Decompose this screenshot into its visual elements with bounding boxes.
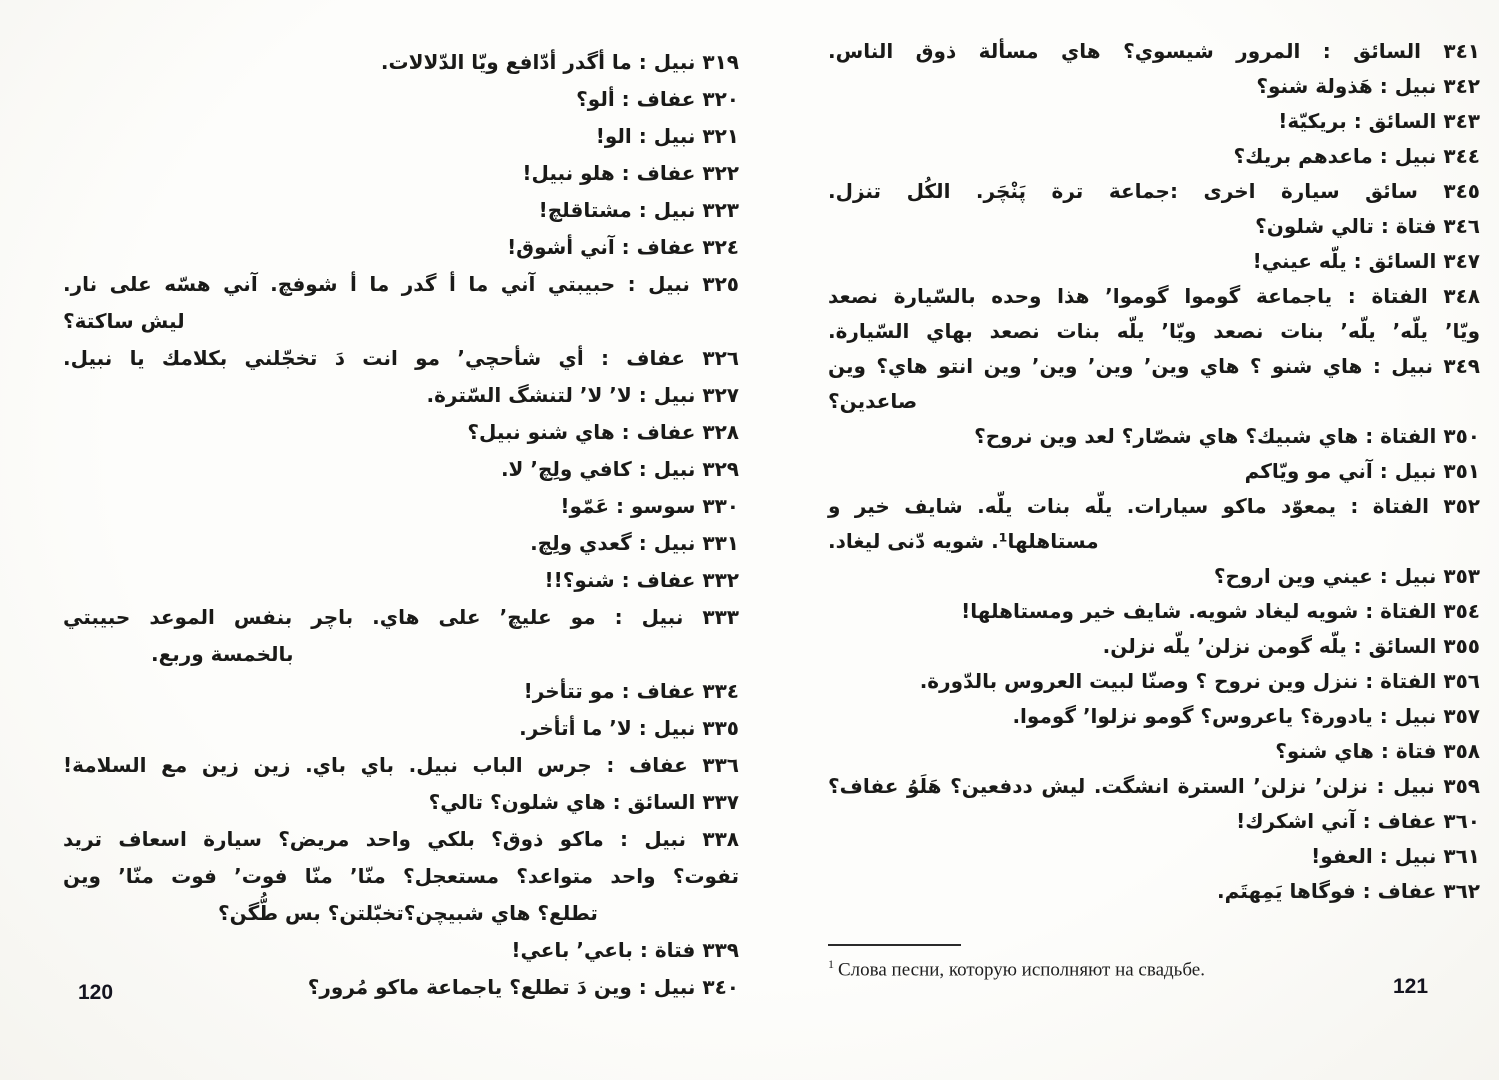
dialogue-entry — [63, 192, 739, 229]
dialogue-line: ٣٣٦ عفاف : جرس الباب نبيل. باي باي. زين زين مع السلامة! — [63, 753, 739, 777]
dialogue-line: ٣٣٣ نبيل : مو عليچ’ على هاي. باچر بنفس الموعد حبيبتي — [63, 605, 739, 629]
dialogue-entry — [63, 710, 739, 747]
dialogue-line: ٣١٩ نبيل : ما أگدر أدّافع ويّا الدّلالات. — [380, 50, 739, 74]
dialogue-entry — [63, 81, 739, 118]
dialogue-entry — [828, 209, 1480, 244]
dialogue-entry — [63, 340, 739, 377]
dialogue-line: ٣٦٢ عفاف : فوگاها يَمِهتَم. — [1217, 879, 1480, 903]
dialogue-entry — [828, 874, 1480, 909]
dialogue-entry — [828, 559, 1480, 594]
dialogue-line: ٣٢٦ عفاف : أي شأحچي’ مو انت دَ تخجّلني بكلامك يا نبيل. — [63, 346, 739, 370]
dialogue-entry — [63, 229, 739, 266]
dialogue-line: ٣٣٥ نبيل : لا’ ما أتأخر. — [519, 716, 739, 740]
dialogue-line: صاعدين؟ — [828, 389, 918, 413]
dialogue-line: تطلع؟ هاي شبيچن؟تخبّلتن؟ بس طُّگن؟ — [218, 901, 598, 925]
dialogue-line: ٣٥٣ نبيل : عيني وين اروح؟ — [1213, 564, 1480, 588]
dialogue-line: ٣٤٧ السائق : يلّه عيني! — [1252, 249, 1480, 273]
dialogue-line: ٣٥٦ الفتاة : ننزل وين نروح ؟ وصنّا لبيت العروس بالدّورة. — [919, 669, 1480, 693]
dialogue-entry — [63, 784, 739, 821]
dialogue-entry — [63, 562, 739, 599]
dialogue-line: ٣٣٢ عفاف : شنو؟!! — [544, 568, 739, 592]
dialogue-entry — [63, 155, 739, 192]
dialogue-line: ٣٤٨ الفتاة : ياجماعة گوموا گوموا’ هذا وحده بالسّيارة نصعد — [828, 284, 1480, 308]
dialogue-line: ٣٥٤ الفتاة : شويه ليغاد شويه. شايف خير ومستاهلها! — [961, 599, 1480, 623]
dialogue-entry — [828, 629, 1480, 664]
dialogue-line: ٣٤٣ السائق : بريكيّة! — [1278, 109, 1480, 133]
dialogue-entry — [63, 377, 739, 414]
dialogue-line: ٣٤٦ فتاة : تالي شلون؟ — [1255, 214, 1480, 238]
dialogue-line: ٣٤٩ نبيل : هاي شنو ؟ هاي وين’ وين’ وين’ وين انتو هاي؟ وين — [828, 354, 1480, 378]
footnote — [828, 952, 1448, 982]
dialogue-line: بالخمسة وربع. — [151, 642, 294, 666]
dialogue-entry — [828, 104, 1480, 139]
dialogue-entry — [63, 932, 739, 969]
dialogue-entry — [63, 673, 739, 710]
footnote-divider — [828, 944, 961, 946]
dialogue-line: ٣٤٤ نبيل : ماعدهم بريك؟ — [1233, 144, 1480, 168]
dialogue-line: ٣٦٠ عفاف : آني اشكرك! — [1236, 809, 1480, 833]
dialogue-entry — [828, 244, 1480, 279]
dialogue-line: ٣٣٤ عفاف : مو تتأخر! — [523, 679, 739, 703]
left-page-text-column — [63, 44, 739, 1006]
dialogue-line: ٣٣١ نبيل : گعدي ولِچ. — [530, 531, 739, 555]
dialogue-entry — [828, 279, 1480, 349]
dialogue-line: ٣٥١ نبيل : آني مو ويّاكم — [1244, 459, 1480, 483]
dialogue-entry — [828, 804, 1480, 839]
dialogue-entry — [63, 488, 739, 525]
dialogue-line: ٣٤٠ نبيل : وين دَ تطلع؟ ياجماعة ماكو مُرور؟ — [307, 975, 739, 999]
dialogue-entry — [63, 118, 739, 155]
dialogue-entry — [828, 699, 1480, 734]
dialogue-entry — [63, 525, 739, 562]
dialogue-line: ٣٤١ السائق : المرور شيسوي؟ هاي مسألة ذوق الناس. — [828, 39, 1480, 63]
dialogue-entry — [828, 139, 1480, 174]
dialogue-line: ٣٢٨ عفاف : هاي شنو نبيل؟ — [467, 420, 739, 444]
dialogue-line: ٣٢٢ عفاف : هلو نبيل! — [522, 161, 739, 185]
dialogue-line: ٣٢٠ عفاف : ألو؟ — [576, 87, 739, 111]
dialogue-entry — [828, 174, 1480, 209]
dialogue-line: ٣٣٧ السائق : هاي شلون؟ تالي؟ — [428, 790, 739, 814]
dialogue-line: ٣٥٢ الفتاة : يمعوّد ماكو سيارات. يلّه بنات يلّه. شايف خير و — [828, 494, 1480, 518]
dialogue-line: ٣٢٥ نبيل : حبيبتي آني ما أ گدر ما أ شوفچ. آني هسّه على نار. — [63, 272, 739, 296]
dialogue-entry — [828, 769, 1480, 804]
dialogue-entry — [828, 839, 1480, 874]
dialogue-line: ٣٣٠ سوسو : عَمّو! — [560, 494, 739, 518]
dialogue-line: ٣٦١ نبيل : العفو! — [1311, 844, 1480, 868]
dialogue-line: ٣٣٩ فتاة : باعي’ باعي! — [511, 938, 739, 962]
dialogue-line: تفوت؟ واحد متواعد؟ مستعجل؟ منّا’ منّا فوت’ فوت منّا’ وين — [63, 864, 739, 888]
dialogue-entry — [828, 454, 1480, 489]
dialogue-entry — [828, 69, 1480, 104]
dialogue-entry — [828, 349, 1480, 419]
dialogue-line: مستاهلها¹. شويه دّنى ليغاد. — [828, 529, 1099, 553]
dialogue-line: ٣٤٢ نبيل : هَذولة شنو؟ — [1256, 74, 1480, 98]
footnote-marker: 1 — [828, 957, 834, 971]
page-number-right: 121 — [1393, 975, 1429, 998]
dialogue-line: ٣٣٨ نبيل : ماكو ذوق؟ بلكي واحد مريض؟ سيارة اسعاف تريد — [63, 827, 739, 851]
dialogue-line: ليش ساكتة؟ — [63, 309, 185, 333]
dialogue-entry — [63, 414, 739, 451]
page-number-left: 120 — [78, 981, 114, 1004]
dialogue-line: ٣٢٤ عفاف : آني أشوق! — [507, 235, 739, 259]
dialogue-line: ٣٥٨ فتاة : هاي شنو؟ — [1275, 739, 1480, 763]
dialogue-entry — [828, 419, 1480, 454]
dialogue-entry — [828, 34, 1480, 69]
dialogue-entry — [828, 489, 1480, 559]
dialogue-entry — [63, 821, 739, 932]
dialogue-line: ٣٤٥ سائق سيارة اخرى :جماعة ترة پَنْچَر. الكُل تنزل. — [828, 179, 1480, 203]
dialogue-line: ٣٢٧ نبيل : لا’ لا’ لتنشگ السّترة. — [426, 383, 739, 407]
dialogue-entry — [63, 44, 739, 81]
dialogue-entry — [828, 594, 1480, 629]
dialogue-entry — [63, 969, 739, 1006]
dialogue-entry — [828, 664, 1480, 699]
dialogue-line: ٣٥٥ السائق : يلّه گومن نزلن’ يلّه نزلن. — [1102, 634, 1480, 658]
dialogue-line: ٣٢٣ نبيل : مشتاقلچ! — [538, 198, 739, 222]
dialogue-line: ويّا’ يلّه’ يلّه’ بنات نصعد ويّا’ يلّه بنات نصعد بهاي السّيارة. — [828, 319, 1480, 343]
footnote-text: Слова песни, которую исполняют на свадьбе. — [838, 959, 1205, 981]
dialogue-entry — [63, 599, 739, 673]
dialogue-line: ٣٥٩ نبيل : نزلن’ نزلن’ السترة انشگت. ليش ددفعين؟ هَلَوُ عفاف؟ — [828, 774, 1480, 798]
dialogue-entry — [63, 451, 739, 488]
dialogue-line: ٣٢٩ نبيل : كافي ولِچ’ لا. — [500, 457, 739, 481]
dialogue-line: ٣٢١ نبيل : الو! — [595, 124, 739, 148]
right-page-text-column — [828, 34, 1480, 909]
dialogue-line: ٣٥٠ الفتاة : هاي شبيك؟ هاي شصّار؟ لعد وين نروح؟ — [974, 424, 1480, 448]
dialogue-entry — [828, 734, 1480, 769]
dialogue-entry — [63, 747, 739, 784]
dialogue-line: ٣٥٧ نبيل : يادورة؟ ياعروس؟ گومو نزلوا’ گوموا. — [1012, 704, 1480, 728]
dialogue-entry — [63, 266, 739, 340]
